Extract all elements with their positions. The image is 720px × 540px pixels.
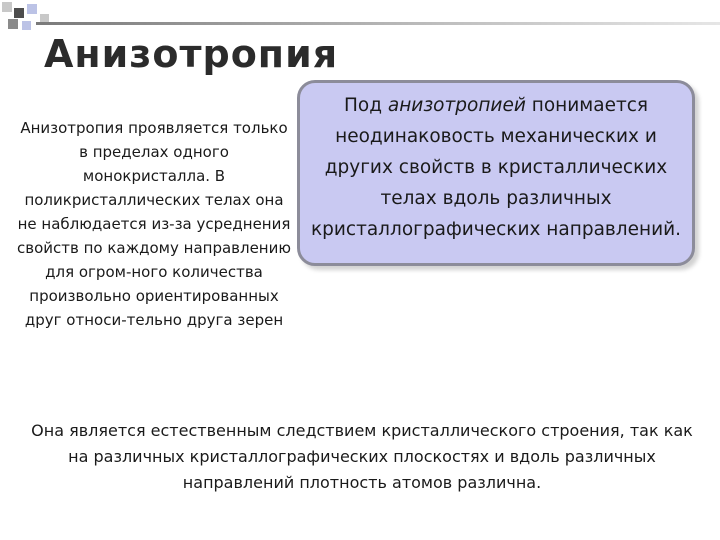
decor-square bbox=[14, 8, 24, 18]
decor-square bbox=[22, 21, 31, 30]
definition-callout bbox=[297, 80, 695, 266]
title-underline-bar bbox=[36, 22, 720, 25]
left-paragraph: Анизотропия проявляется только в пределах одного монокристалла. В поликристаллических телах она не наблюдается из-за усреднения свойств по каждому направлению для огром-ного количества произвольно ориентированных друг относи-тельно друга зерен bbox=[17, 119, 291, 329]
callout-emphasis: анизотропией bbox=[387, 95, 526, 116]
decor-square bbox=[8, 19, 18, 29]
callout-suffix: понимается неодинаковость механических и других свойств в кристаллических телах вдоль различных кристаллографических направлений. bbox=[310, 95, 682, 240]
bottom-paragraph: Она является естественным следствием кристаллического строения, так как на различных кристаллографических плоскостях и вдоль различных направлений плотность атомов различна. bbox=[31, 421, 693, 492]
slide-title: Анизотропия bbox=[44, 32, 339, 76]
callout-text bbox=[300, 90, 692, 245]
decor-square bbox=[2, 2, 12, 12]
decor-square bbox=[27, 4, 37, 14]
callout-prefix: Под bbox=[343, 95, 388, 116]
